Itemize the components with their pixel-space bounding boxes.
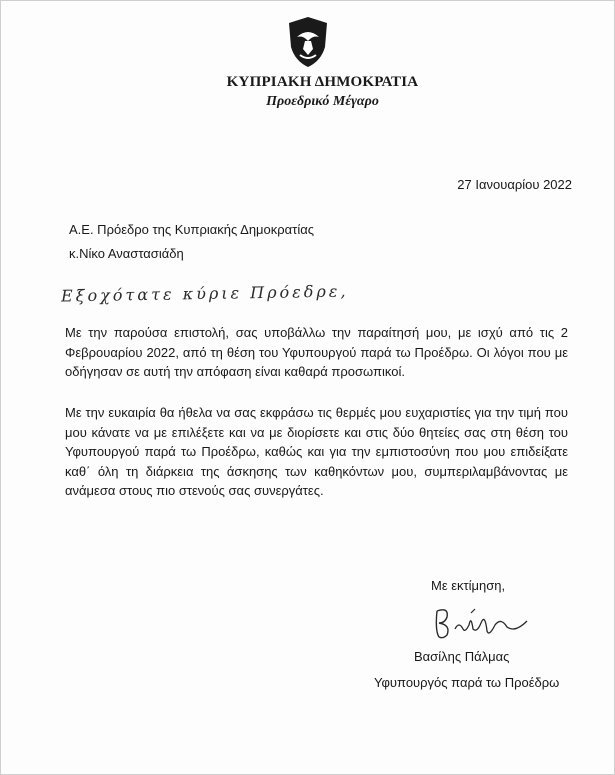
signature [431, 603, 541, 643]
republic-title: ΚΥΠΡΙΑΚΗ ΔΗΜΟΚΡΑΤΙΑ [226, 74, 419, 90]
closing-line: Με εκτίμηση, [431, 578, 506, 593]
cyprus-coat-of-arms-icon [283, 15, 333, 69]
office-title: Προεδρικό Μέγαρο [266, 94, 379, 109]
paragraph-1: Με την παρούσα επιστολή, σας υποβάλλω την παραίτησή μου, με ισχύ από τις 2 Φεβρουαρίου 2022, από τη θέση του Υφυπουργού παρά τω Προέδρω. Οι λόγοι που με οδήγησαν σε αυτή την απόφαση είναι καθαρά προσωπικοί. [65, 325, 568, 379]
letter-date: 27 Ιανουαρίου 2022 [457, 177, 572, 192]
signer-title: Υφυπουργός παρά τω Προέδρω [374, 675, 560, 690]
recipient-line1: Α.Ε. Πρόεδρο της Κυπριακής Δημοκρατίας [69, 222, 314, 237]
handwritten-salutation: Εξοχότατε κύριε Πρόεδρε, [60, 281, 349, 306]
paragraph-2: Με την ευκαιρία θα ήθελα να σας εκφράσω τις θερμές μου ευχαριστίες για την τιμή που μου κάνατε να με επιλέξετε και να με διορίσετε και στις δύο θητείες σας στη θέση του Υφυπουργού παρά τω Προέδρω, καθώς και για την εμπιστοσύνη που μου επιδείξατε καθ΄ όλη τη διάρκεια της άσκησης των καθηκόντων μου, συμπεριλαμβάνοντας με ανάμεσα στους πιο στενούς σας συνεργάτες. [65, 405, 568, 498]
signer-name: Βασίλης Πάλμας [414, 649, 510, 664]
recipient-line2: κ.Νίκο Αναστασιάδη [69, 246, 184, 261]
